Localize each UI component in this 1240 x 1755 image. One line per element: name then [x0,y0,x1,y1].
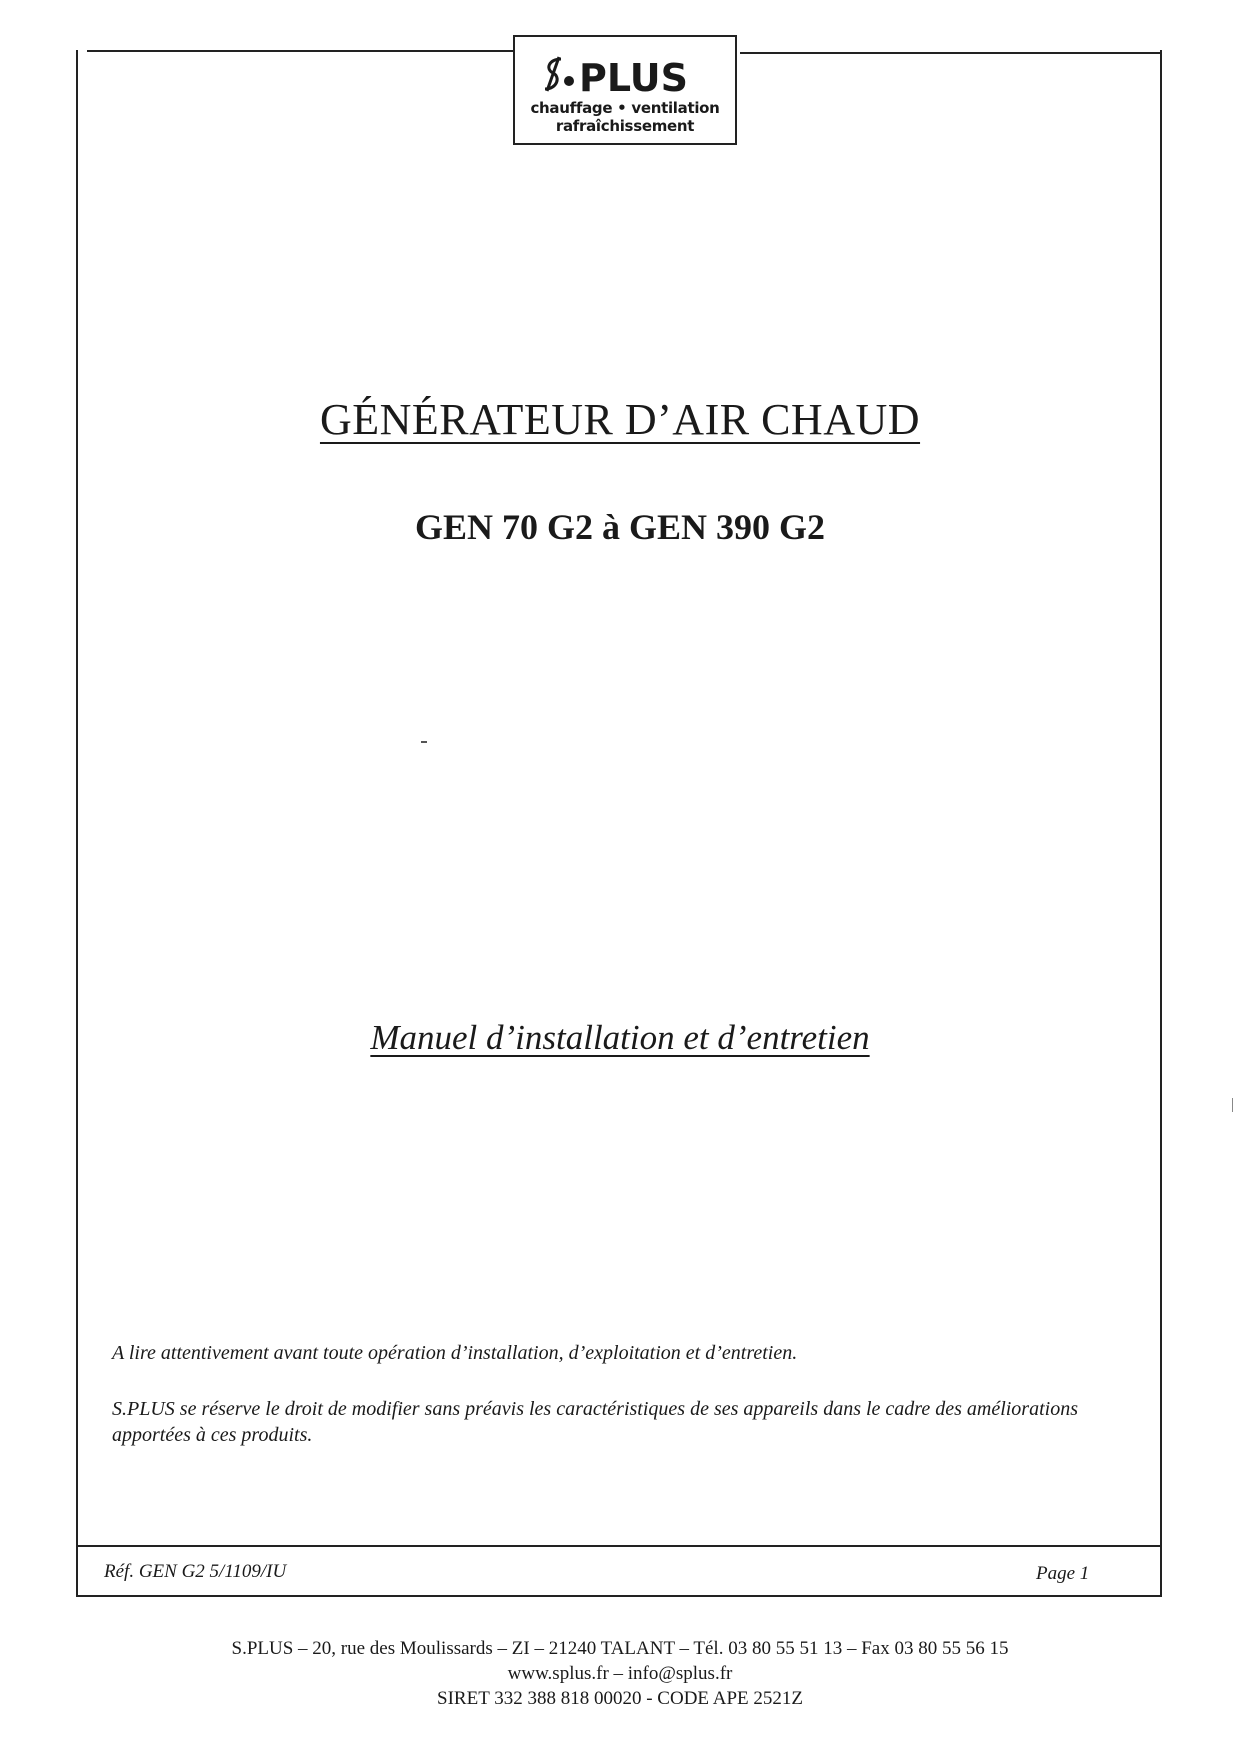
document-title-text: GÉNÉRATEUR D’AIR CHAUD [319,395,921,444]
company-address: S.PLUS – 20, rue des Moulissards – ZI – 21240 TALANT – Tél. 03 80 55 51 13 – Fax 03 80 55 56 15 [231,1638,1009,1659]
manual-title-text: Manuel d’installation et d’entretien [370,1018,870,1057]
document-subtitle: GEN 70 G2 à GEN 390 G2 [414,507,826,547]
splus-logo-mark [539,51,715,97]
page-number: Page 1 [1036,1563,1090,1584]
manual-title [0,1018,1240,1058]
disclaimer-notice: S.PLUS se réserve le droit de modifier sans préavis les caractéristiques de ses appareils dans le cadre des améliorations apportées à ces produits. [112,1398,1078,1446]
logo-tagline-line1: chauffage • ventilation [530,99,720,117]
reading-notice: A lire attentivement avant toute opération d’installation, d’exploitation et d’entretien. [112,1342,798,1364]
frame-top-border-right [740,52,1162,54]
logo-tagline-line2: rafraîchissement [555,117,695,135]
company-registration: SIRET 332 388 818 00020 - CODE APE 2521Z [437,1688,803,1709]
document-reference: Réf. GEN G2 5/1109/IU [104,1561,287,1582]
scan-edge-mark [1232,1098,1233,1112]
svg-text:PLUS: PLUS [579,56,688,97]
company-web-contact: www.splus.fr – info@splus.fr [507,1663,733,1684]
document-title [0,394,1240,445]
company-logo [513,35,737,145]
frame-top-border-left [87,50,515,52]
scan-artifact [421,741,427,743]
